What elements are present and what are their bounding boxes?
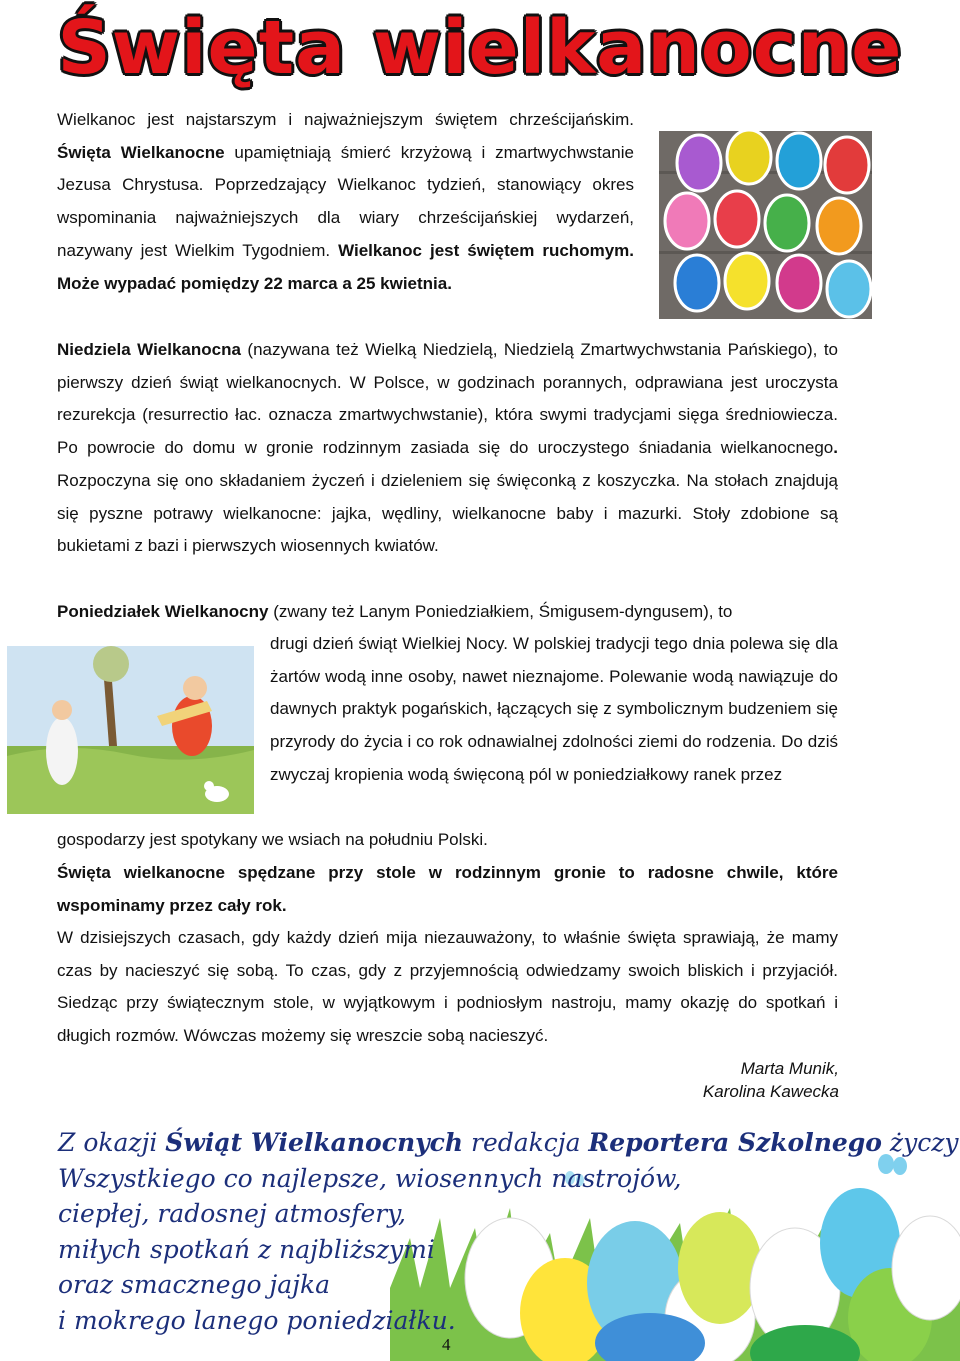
paragraph-intro: Wielkanoc jest najstarszym i najważniejszym świętem chrześcijańskim. Święta Wielkanocne upamiętniają śmierć krzyżową i zmartwychwstanie Jezusa Chrystusa. Poprzedzający Wielkanoc tydzień, stanowiący okres wspominania najważniejszych dla wiary chrześcijańskiej wydarzeń, nazywany jest Wielkim Tygodniem. Wielkanoc jest świętem ruchomym. Może wypadać pomiędzy 22 marca a 25 kwietnia. bbox=[57, 110, 634, 293]
easter-greeting bbox=[58, 1125, 959, 1338]
signature-author-1: Marta Munik, bbox=[740, 1059, 839, 1078]
paragraph-easter-monday-intro: Poniedziałek Wielkanocny (zwany też Lanym Poniedziałkiem, Śmigusem-dyngusem), to bbox=[57, 602, 733, 621]
greeting-line-2: Wszystkiego co najlepsze, wiosennych nastrojów, bbox=[58, 1163, 682, 1193]
page-number: 4 bbox=[442, 1335, 451, 1354]
greeting-line-6: i mokrego lanego poniedziałku. bbox=[58, 1305, 456, 1335]
greeting-line-3: ciepłej, radosnej atmosfery, bbox=[58, 1199, 406, 1228]
children-illustration bbox=[7, 646, 254, 814]
paragraph-family: Święta wielkanocne spędzane przy stole w rodzinnym gronie to radosne chwile, które wspominamy przez cały rok. bbox=[57, 863, 838, 915]
paragraph-modern-times: W dzisiejszych czasach, gdy każdy dzień mija niezauważony, to właśnie święta sprawiają, że mamy czas by nacieszyć się sobą. To czas, gdy z przyjemnością odwiedzamy swoich bliskich i przyjaciół. Siedząc przy świątecznym stole, w wyjątkowym i podniosłym nastroju, mamy okazję do spotkań i długich rozmów. Wówczas możemy się wreszcie sobą nacieszyć. bbox=[57, 928, 838, 1046]
paragraph-easter-monday: drugi dzień świąt Wielkiej Nocy. W polskiej tradycji tego dnia polewa się dla żartów wodą inne osoby, nawet nieznajome. Polewanie wodą nawiązuje do dawnych praktyk pogańskich, łączących się z symbolicznym budzeniem się przyrody do życia i co rok odnawialnej zdolności ziemi do rodzenia. Do dziś zwyczaj kropienia wodą święconą pól w poniedziałkowy ranek przez bbox=[270, 634, 838, 784]
easter-eggs-photo bbox=[659, 131, 872, 319]
signature-author-2: Karolina Kawecka bbox=[702, 1082, 839, 1101]
paragraph-easter-monday-end: gospodarzy jest spotykany we wsiach na południu Polski. bbox=[57, 830, 488, 849]
greeting-line-1: Z okazji Świąt Wielkanocnych redakcja Reportera Szkolnego życzy bbox=[58, 1128, 959, 1157]
greeting-line-5: oraz smacznego jajka bbox=[58, 1270, 330, 1299]
paragraph-easter-sunday: Niedziela Wielkanocna (nazywana też Wielką Niedzielą, Niedzielą Zmartwychwstania Pańskiego), to pierwszy dzień świąt wielkanocnych. W Polsce, w godzinach porannych, odprawiana jest uroczysta rezurekcja (resurrectio łac. oznacza zmartwychwstanie), która swymi tradycjami sięga średniowiecza. Po powrocie do domu w gronie rodzinnym zasiada się do uroczystego śniadania wielkanocnego. Rozpoczyna się ono składaniem życzeń i dzieleniem się święconką z koszyczka. Na stołach znajdują się pyszne potrawy wielkanocne: jajka, wędliny, wielkanocne baby i mazurki. Stoły zdobione są bukietami z bazi i pierwszych wiosennych kwiatów. bbox=[57, 340, 839, 556]
greeting-line-4: miłych spotkań z najbliższymi bbox=[58, 1234, 435, 1264]
page-title: Święta wielkanocne bbox=[57, 5, 903, 91]
signature bbox=[703, 1057, 839, 1103]
